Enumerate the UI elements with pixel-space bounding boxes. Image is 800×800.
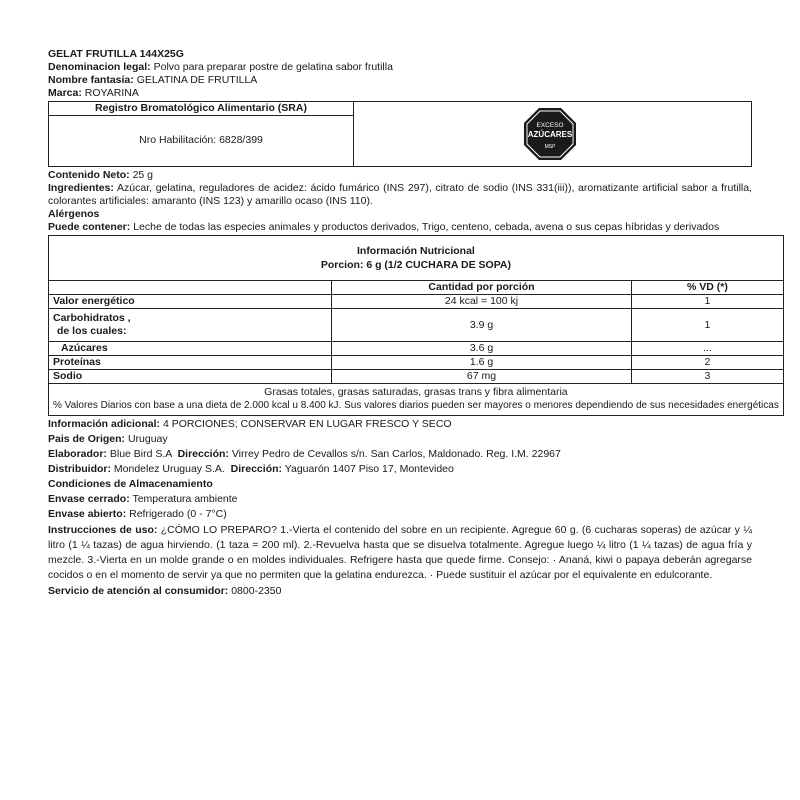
nutrition-title: Información Nutricional [356, 245, 475, 257]
table-row [49, 295, 784, 309]
may-contain-line: Puede contener: Leche de todas las especies animales y productos derivados, Trigo, centeno, cebada, avena o sus cepas híbridas y derivados [48, 221, 720, 233]
seal-line2: AZÚCARES [527, 130, 573, 139]
nutrient-name: Carbohidratos , [53, 312, 131, 324]
nutrition-table [48, 235, 784, 416]
registry-cell [49, 102, 354, 166]
nutrient-vd: 1 [632, 309, 784, 342]
nutrient-amount: 24 kcal = 100 kj [332, 295, 632, 309]
nutrient-name: Azúcares [61, 342, 108, 354]
product-sheet [48, 48, 779, 598]
nutrition-portion: Porcion: 6 g (1/2 CUCHARA DE SOPA) [320, 259, 511, 271]
allergens-heading: Alérgenos [48, 208, 100, 220]
fantasy-name-line: Nombre fantasía: GELATINA DE FRUTILLA [48, 74, 258, 86]
registry-box [48, 101, 752, 167]
seal-line1: EXCESO [536, 122, 564, 129]
registry-number: Nro Habilitación: 6828/399 [139, 134, 263, 146]
nutrition-header-amount: Cantidad por porción [332, 281, 632, 295]
nutrient-name: Proteínas [53, 356, 101, 368]
nutrient-vd: ... [632, 342, 784, 356]
nutrient-amount: 1.6 g [332, 356, 632, 370]
net-content-line: Contenido Neto: 25 g [48, 169, 154, 181]
nutrition-footnote-1: Grasas totales, grasas saturadas, grasas trans y fibra alimentaria [264, 386, 568, 398]
storage-closed-line: Envase cerrado: Temperatura ambiente [48, 493, 238, 505]
table-row [49, 370, 784, 384]
seal-line3: MSP [544, 144, 556, 150]
distributor-line: Distribuidor: Mondelez Uruguay S.A. Dirección: Yaguarón 1407 Piso 17, Montevideo [48, 463, 454, 475]
storage-heading: Condiciones de Almacenamiento [48, 478, 213, 490]
storage-open-line: Envase abierto: Refrigerado (0 - 7°C) [48, 508, 227, 520]
nutrition-header-vd: % VD (*) [632, 281, 784, 295]
table-row [49, 309, 784, 342]
nutrient-name: Valor energético [53, 295, 135, 307]
nutrition-header-blank [49, 281, 332, 295]
instructions-paragraph: Instrucciones de uso: ¿CÓMO LO PREPARO? 1.-Vierta el contenido del sobre en un recipiente. Agregue 60 g. (6 cucharas soperas) de azúcar y ¼ litro (1 ¼ tazas) de agua hirviendo. (1 taza = 200 ml). 2.-Revuelva hasta que se disuelva totalmente. Agregue luego ¼ litro (1 ¼ tazas) de agua fría y mezcle. 3.-Vierta en un molde grande o en moldes individuales. Refrigere hasta que quede firme. Consejo: · Ananá, kiwi o papaya deberán agregarse cocidos o en el momento de servir ya que no permiten que la gelatina endurezca. · Puede sustituir el azúcar por el equivalente en edulcorante. [48, 524, 753, 581]
excess-sugar-warning-seal [523, 107, 577, 161]
nutrient-name-sub: de los cuales: [57, 325, 127, 337]
nutrition-footnote-2: % Valores Diarios con base a una dieta de 2.000 kcal u 8.400 kJ. Sus valores diarios pueden ser mayores o menores dependiendo de sus necesidades energéticas [53, 400, 779, 411]
nutrient-amount: 3.9 g [332, 309, 632, 342]
nutrient-vd: 3 [632, 370, 784, 384]
nutrient-amount: 3.6 g [332, 342, 632, 356]
customer-service-line: Servicio de atención al consumidor: 0800-2350 [48, 585, 282, 597]
nutrient-vd: 2 [632, 356, 784, 370]
nutrient-amount: 67 mg [332, 370, 632, 384]
table-row [49, 342, 784, 356]
nutrient-vd: 1 [632, 295, 784, 309]
additional-info-line: Información adicional: 4 PORCIONES; CONSERVAR EN LUGAR FRESCO Y SECO [48, 418, 452, 430]
brand-line: Marca: ROYARINA [48, 87, 139, 99]
nutrient-name: Sodio [53, 370, 83, 382]
product-title: GELAT FRUTILLA 144X25G [48, 48, 184, 60]
origin-line: Pais de Origen: Uruguay [48, 433, 168, 445]
ingredients-line: Ingredientes: Azúcar, gelatina, reguladores de acidez: ácido fumárico (INS 297), citrato de sodio (INS 331(iii)), aromatizante artificial sabor a frutilla, colorantes artificiales: amaranto (INS 123) y amarillo ocaso (INS 110). [48, 182, 752, 207]
table-row [49, 356, 784, 370]
manufacturer-line: Elaborador: Blue Bird S.A Dirección: Virrey Pedro de Cevallos s/n. San Carlos, Maldonado. Reg. I.M. 22967 [48, 448, 561, 460]
warning-seal-cell [354, 102, 751, 166]
legal-name-line: Denominacion legal: Polvo para preparar postre de gelatina sabor frutilla [48, 61, 393, 73]
nutrition-footnote-cell [49, 384, 784, 416]
registry-header: Registro Bromatológico Alimentario (SRA) [49, 102, 353, 116]
nutrition-title-cell [49, 236, 784, 281]
